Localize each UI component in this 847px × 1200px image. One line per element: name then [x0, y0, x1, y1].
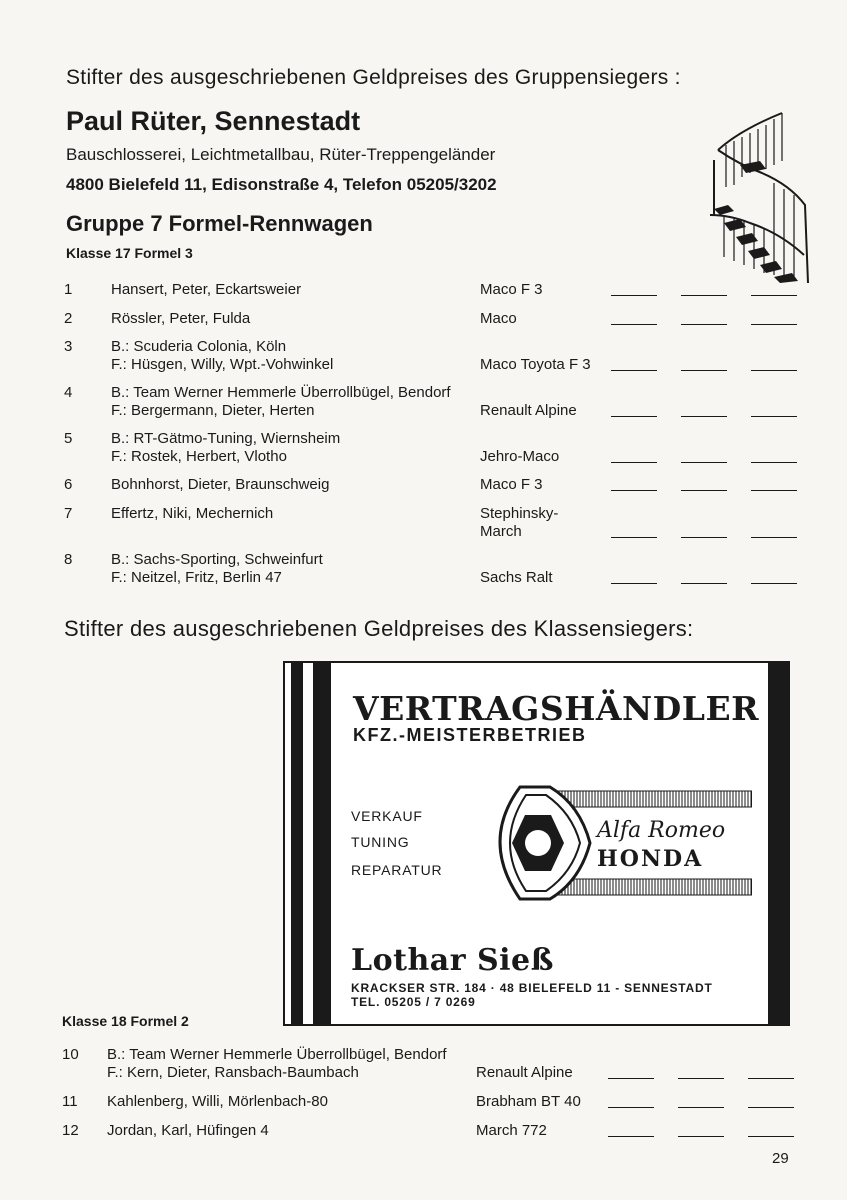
entry-car-continued: March — [480, 523, 522, 540]
entry-car: March 772 — [476, 1122, 547, 1139]
entry-driver: F.: Bergermann, Dieter, Herten — [111, 402, 315, 419]
result-blank — [751, 490, 797, 491]
result-blank — [681, 583, 727, 584]
entry-entrant: B.: Team Werner Hemmerle Überrollbügel, Bendorf — [111, 384, 451, 401]
entry-car: Renault Alpine — [476, 1064, 573, 1081]
ad-border-bar — [768, 663, 788, 1024]
result-blank — [681, 490, 727, 491]
entry-number: 12 — [62, 1122, 79, 1139]
entry-row — [0, 1122, 847, 1142]
entry-number: 2 — [64, 310, 73, 327]
ad-owner-name: Lothar Sieß — [351, 943, 554, 978]
entry-driver: F.: Neitzel, Fritz, Berlin 47 — [111, 569, 282, 586]
result-blank — [748, 1078, 794, 1079]
result-blank — [611, 416, 657, 417]
entry-number: 1 — [64, 281, 73, 298]
result-blank — [608, 1107, 654, 1108]
entry-number: 11 — [62, 1093, 78, 1110]
sponsor-name: Paul Rüter, Sennestadt — [66, 106, 361, 136]
entry-number: 8 — [64, 551, 73, 568]
entry-car: Sachs Ralt — [480, 569, 553, 586]
entry-car: Stephinsky- — [480, 505, 559, 522]
entry-car: Maco F 3 — [480, 281, 543, 298]
entry-row — [0, 505, 847, 543]
entry-driver: Hansert, Peter, Eckartsweier — [111, 281, 302, 298]
result-blank — [611, 370, 657, 371]
entry-number: 7 — [64, 505, 73, 522]
entry-number: 10 — [62, 1046, 79, 1063]
entry-entrant: B.: Scuderia Colonia, Köln — [111, 338, 287, 355]
ad-service-repair: REPARATUR — [351, 862, 443, 878]
result-blank — [608, 1078, 654, 1079]
ad-border-bar — [291, 663, 303, 1024]
entry-driver: Bohnhorst, Dieter, Braunschweig — [111, 476, 330, 493]
result-blank — [608, 1136, 654, 1137]
entry-driver: F.: Kern, Dieter, Ransbach-Baumbach — [107, 1064, 359, 1081]
result-blank — [611, 583, 657, 584]
ad-title: VERTRAGSHÄNDLER — [353, 689, 760, 728]
entry-car: Maco — [480, 310, 517, 327]
ad-phone: TEL. 05205 / 7 0269 — [351, 995, 476, 1009]
group-sponsor-heading: Stifter des ausgeschriebenen Geldpreises des Gruppensiegers : — [66, 66, 681, 89]
result-blank — [748, 1107, 794, 1108]
result-blank — [681, 416, 727, 417]
result-blank — [678, 1136, 724, 1137]
entry-driver: Effertz, Niki, Mechernich — [111, 505, 274, 522]
entry-row — [0, 1046, 847, 1084]
entry-car: Maco F 3 — [480, 476, 543, 493]
ad-service-sales: VERKAUF — [351, 808, 423, 824]
result-blank — [611, 462, 657, 463]
result-blank — [611, 324, 657, 325]
entry-entrant: B.: RT-Gätmo-Tuning, Wiernsheim — [111, 430, 341, 447]
entry-car: Brabham BT 40 — [476, 1093, 581, 1110]
entry-row — [0, 551, 847, 589]
entry-row — [0, 281, 847, 301]
class-17-title: Klasse 17 Formel 3 — [66, 245, 193, 261]
ad-brand-honda: HONDA — [597, 846, 704, 872]
entry-number: 6 — [64, 476, 73, 493]
result-blank — [681, 462, 727, 463]
group-title: Gruppe 7 Formel-Rennwagen — [66, 211, 373, 236]
entry-entrant: B.: Team Werner Hemmerle Überrollbügel, Bendorf — [107, 1046, 447, 1063]
result-blank — [611, 295, 657, 296]
entry-row — [0, 310, 847, 330]
result-blank — [751, 295, 797, 296]
ad-address: KRACKSER STR. 184 · 48 BIELEFELD 11 - SENNESTADT — [351, 981, 713, 995]
result-blank — [751, 583, 797, 584]
ad-brand-alfa-romeo: Alfa Romeo — [597, 818, 726, 843]
result-blank — [681, 295, 727, 296]
entry-number: 3 — [64, 338, 73, 355]
sponsor-address: 4800 Bielefeld 11, Edisonstraße 4, Telefon 05205/3202 — [66, 175, 497, 194]
entry-row — [0, 476, 847, 496]
result-blank — [751, 324, 797, 325]
result-blank — [681, 370, 727, 371]
ad-service-tuning: TUNING — [351, 834, 410, 850]
result-blank — [751, 370, 797, 371]
result-blank — [751, 416, 797, 417]
class-sponsor-heading: Stifter des ausgeschriebenen Geldpreises des Klassensiegers: — [64, 616, 694, 641]
entry-driver: F.: Hüsgen, Willy, Wpt.-Vohwinkel — [111, 356, 334, 373]
sponsor-business: Bauschlosserei, Leichtmetallbau, Rüter-Treppengeländer — [66, 145, 496, 164]
page-number: 29 — [772, 1150, 789, 1167]
entry-driver: Rössler, Peter, Fulda — [111, 310, 251, 327]
entry-number: 4 — [64, 384, 73, 401]
result-blank — [611, 490, 657, 491]
entry-number: 5 — [64, 430, 73, 447]
result-blank — [611, 537, 657, 538]
entry-entrant: B.: Sachs-Sporting, Schweinfurt — [111, 551, 323, 568]
entry-row — [0, 384, 847, 422]
ad-subtitle: KFZ.-MEISTERBETRIEB — [353, 725, 587, 745]
dealer-advertisement — [283, 661, 790, 1026]
entry-row — [0, 338, 847, 376]
staircase-railing-illustration — [700, 105, 820, 285]
result-blank — [751, 537, 797, 538]
result-blank — [678, 1107, 724, 1108]
result-blank — [681, 324, 727, 325]
entry-driver: Kahlenberg, Willi, Mörlenbach-80 — [107, 1093, 328, 1110]
entry-row — [0, 1093, 847, 1113]
class-18-title: Klasse 18 Formel 2 — [62, 1013, 189, 1029]
result-blank — [751, 462, 797, 463]
ad-border-bar — [313, 663, 331, 1024]
result-blank — [678, 1078, 724, 1079]
entry-car: Renault Alpine — [480, 402, 577, 419]
entry-car: Maco Toyota F 3 — [480, 356, 591, 373]
entry-row — [0, 430, 847, 468]
entry-driver: Jordan, Karl, Hüfingen 4 — [107, 1122, 269, 1139]
entry-driver: F.: Rostek, Herbert, Vlotho — [111, 448, 287, 465]
entry-car: Jehro-Maco — [480, 448, 560, 465]
result-blank — [681, 537, 727, 538]
result-blank — [748, 1136, 794, 1137]
